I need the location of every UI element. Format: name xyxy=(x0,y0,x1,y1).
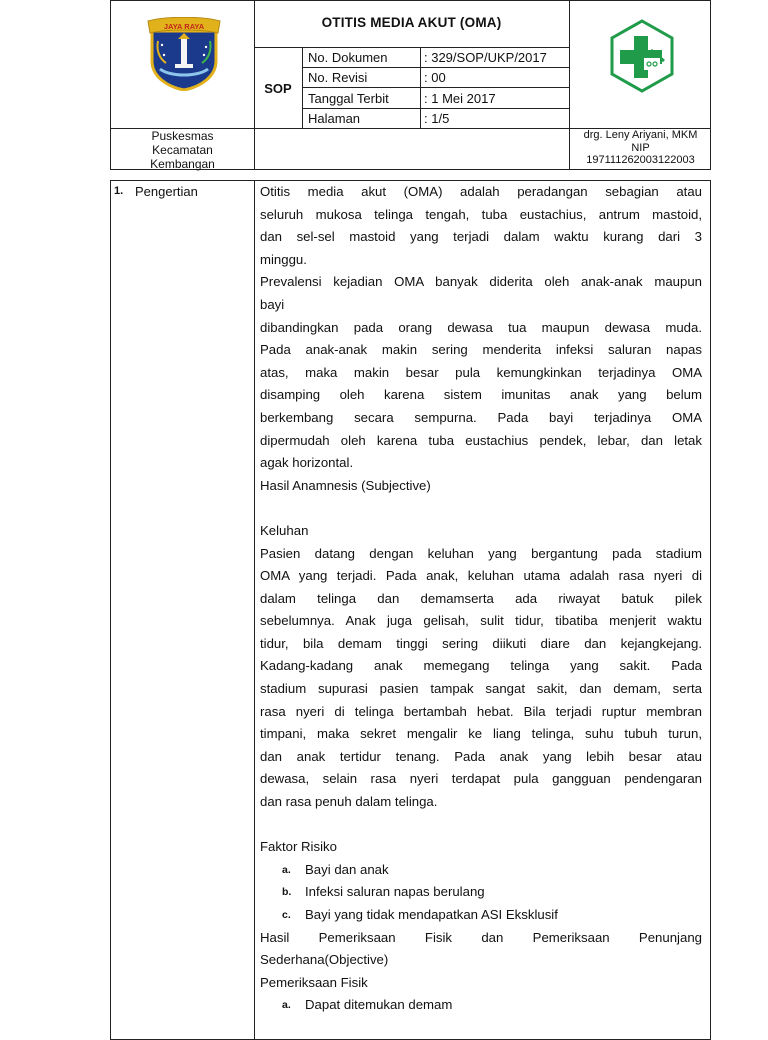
field-value-halaman: : 1/5 xyxy=(424,111,450,126)
paragraph-line: dan rasa penuh dalam telinga. xyxy=(260,794,438,810)
subheading-pemeriksaan: Hasil Pemeriksaan Fisik dan Pemeriksaan Penunjang xyxy=(260,929,702,945)
field-label-no-dokumen: No. Dokumen xyxy=(308,50,388,65)
field-value-no-revisi: : 00 xyxy=(424,70,446,85)
list-item xyxy=(260,881,702,904)
paragraph-line: stadium supurasi pasien tampak sangat sakit, dan demam, serta xyxy=(260,681,702,697)
puskesmas-logo xyxy=(604,18,680,94)
paragraph-line: dipermudah oleh karena tuba eustachius pendek, lebar, dan letak xyxy=(260,432,702,448)
signer-nip-label: NIP xyxy=(631,141,650,154)
field-value-tanggal-terbit: : 1 Mei 2017 xyxy=(424,91,496,106)
section-title: Pengertian xyxy=(135,184,198,199)
paragraph-line: minggu. xyxy=(260,251,307,267)
list-item xyxy=(260,859,702,882)
signer-block xyxy=(569,129,712,167)
list-item-text: Bayi yang tidak mendapatkan ASI Eksklusif xyxy=(305,907,558,922)
paragraph-line: Sederhana(Objective) xyxy=(260,952,389,968)
field-value-no-dokumen: : 329/SOP/UKP/2017 xyxy=(424,50,547,65)
signer-nip: 197111262003122003 xyxy=(586,154,695,166)
paragraph-line: Prevalensi kejadian OMA banyak diderita oleh anak-anak maupun xyxy=(260,274,702,290)
subheading-pemeriksaan-fisik: Pemeriksaan Fisik xyxy=(260,974,368,990)
list-marker: b. xyxy=(282,886,292,899)
paragraph-line: Otitis media akut (OMA) adalah peradangan sebagian atau xyxy=(260,184,702,199)
sop-content-table xyxy=(110,180,711,1040)
paragraph-line: timpani, maka sekret mengalir ke liang telinga, suhu tubuh turun, xyxy=(260,726,702,742)
paragraph-line: atas, maka makin besar pula kemungkinkan terjadinya OMA xyxy=(260,364,702,380)
sop-header-table xyxy=(110,0,711,170)
paragraph-line: Pasien datang dengan keluhan yang bergantung pada stadium xyxy=(260,545,702,561)
section-number: 1. xyxy=(114,185,124,197)
field-label-tanggal-terbit: Tanggal Terbit xyxy=(308,91,389,106)
paragraph-line: dan anak tertidur tenang. Pada anak yang lebih besar atau xyxy=(260,748,702,764)
paragraph-line: dalam telinga dan demamserta ada riwayat batuk pilek xyxy=(260,590,702,606)
paragraph-line: bayi xyxy=(260,296,285,312)
paragraph-line: seluruh mukosa telinga tengah, tuba eustachius, antrum mastoid, xyxy=(260,206,702,222)
document-title: OTITIS MEDIA AKUT (OMA) xyxy=(321,15,502,30)
signer-name: drg. Leny Ariyani, MKM xyxy=(583,129,698,141)
paragraph-line: sebelumnya. Anak juga gelisah, sulit tidur, tibatiba menjerit waktu xyxy=(260,613,702,629)
field-label-no-revisi: No. Revisi xyxy=(308,70,368,85)
paragraph-line: dewasa, selain rasa nyeri terdapat pula gangguan pendengaran xyxy=(260,771,702,787)
list-item xyxy=(260,994,702,1017)
sop-label: SOP xyxy=(264,81,292,96)
subheading-keluhan: Keluhan xyxy=(260,522,309,538)
list-item-text: Bayi dan anak xyxy=(305,861,389,877)
organization-name xyxy=(111,129,254,171)
list-item xyxy=(260,904,702,927)
jakarta-crest-logo xyxy=(146,17,222,91)
list-marker: c. xyxy=(282,909,291,921)
list-marker: a. xyxy=(282,999,291,1012)
paragraph-line: berkembang secara sempurna. Pada bayi terjadinya OMA xyxy=(260,409,702,425)
org-line-2: Kecamatan xyxy=(152,143,213,157)
paragraph-line: agak horizontal. xyxy=(260,455,354,471)
paragraph-line: Kadang-kadang anak memegang telinga yang sakit. Pada xyxy=(260,658,702,674)
svg-text:JAYA RAYA: JAYA RAYA xyxy=(163,22,205,31)
paragraph-line: OMA yang terjadi. Pada anak, keluhan utama adalah rasa nyeri di xyxy=(260,568,702,584)
subheading-faktor-risiko: Faktor Risiko xyxy=(260,839,337,855)
paragraph-line: disamping oleh karena sistem imunitas anak yang belum xyxy=(260,387,702,403)
subheading-anamnesis: Hasil Anamnesis (Subjective) xyxy=(260,477,431,493)
paragraph-line: dibandingkan pada orang dewasa tua maupun dewasa muda. xyxy=(260,319,702,335)
org-line-3: Kembangan xyxy=(150,157,215,171)
list-marker: a. xyxy=(282,863,291,876)
paragraph-line: Pada anak-anak makin sering menderita infeksi saluran napas xyxy=(260,342,702,358)
paragraph-line: rasa nyeri di telinga bertambah hebat. Bila terjadi ruptur membran xyxy=(260,703,702,719)
section-content xyxy=(260,181,702,1017)
list-item-text: Dapat ditemukan demam xyxy=(305,997,453,1013)
list-item-text: Infeksi saluran napas berulang xyxy=(305,884,485,900)
paragraph-line: tidur, bila demam tinggi sering diikuti diare dan kejangkejang. xyxy=(260,635,702,651)
field-label-halaman: Halaman xyxy=(308,111,361,126)
paragraph-line: dan sel-sel mastoid yang terjadi dalam waktu kurang dari 3 xyxy=(260,229,702,245)
org-line-1: Puskesmas xyxy=(151,129,214,143)
